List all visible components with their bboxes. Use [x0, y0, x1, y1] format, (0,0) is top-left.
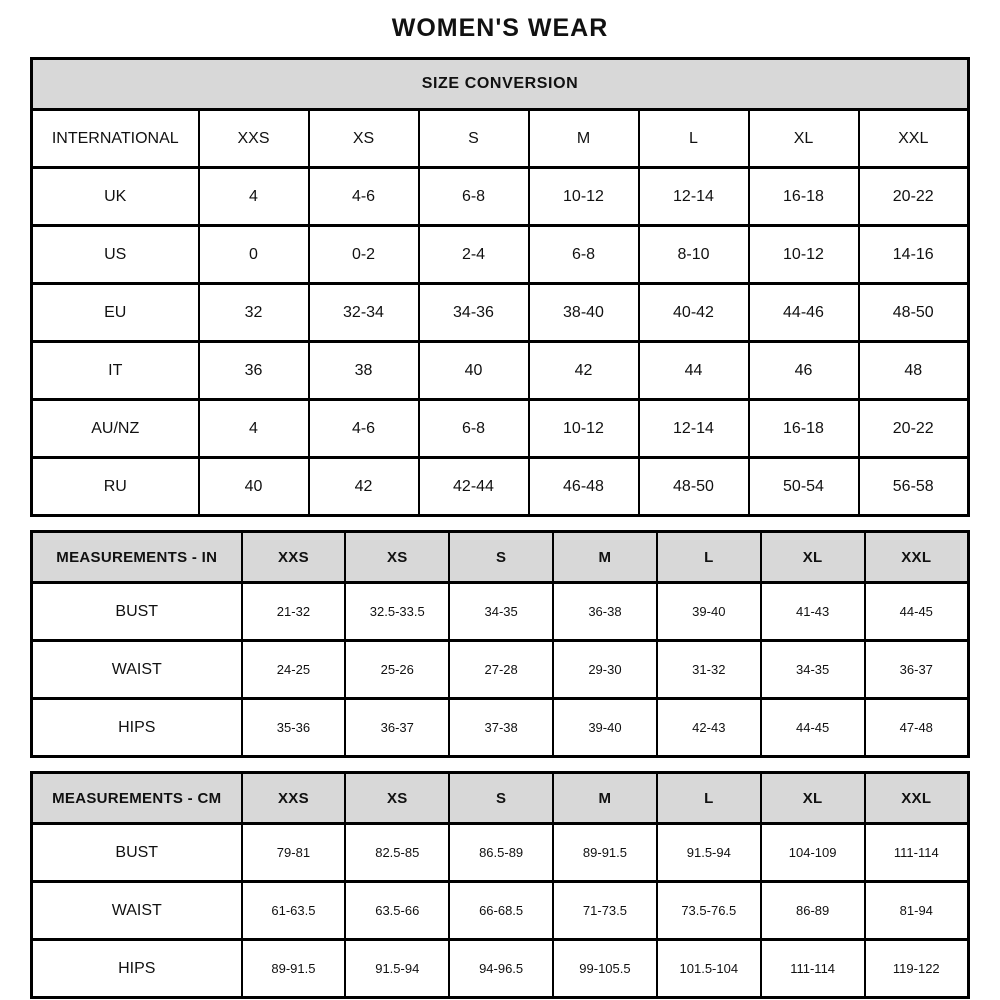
value-cell: 36-37	[345, 699, 449, 757]
header-size-cell: XXS	[199, 110, 309, 168]
header-size-cell: XXL	[865, 532, 969, 583]
value-cell: 20-22	[859, 400, 969, 458]
value-cell: 86.5-89	[449, 824, 553, 882]
value-cell: 48-50	[859, 284, 969, 342]
value-cell: 79-81	[242, 824, 346, 882]
value-cell: 42-44	[419, 458, 529, 516]
value-cell: 10-12	[529, 400, 639, 458]
value-cell: 38-40	[529, 284, 639, 342]
header-size-cell: XXS	[242, 532, 346, 583]
value-cell: 32.5-33.5	[345, 583, 449, 641]
value-cell: 0	[199, 226, 309, 284]
value-cell: 46-48	[529, 458, 639, 516]
row-label: US	[32, 226, 199, 284]
value-cell: 34-35	[761, 641, 865, 699]
value-cell: 20-22	[859, 168, 969, 226]
value-cell: 34-36	[419, 284, 529, 342]
value-cell: 111-114	[761, 940, 865, 998]
value-cell: 24-25	[242, 641, 346, 699]
table-row	[32, 824, 969, 882]
header-row	[32, 110, 969, 168]
measurements-in-table	[30, 530, 970, 758]
table-row	[32, 882, 969, 940]
value-cell: 4-6	[309, 168, 419, 226]
header-size-cell: M	[553, 773, 657, 824]
header-size-cell: S	[419, 110, 529, 168]
value-cell: 50-54	[749, 458, 859, 516]
value-cell: 31-32	[657, 641, 761, 699]
value-cell: 73.5-76.5	[657, 882, 761, 940]
row-label: WAIST	[32, 641, 242, 699]
measurements-cm-table	[30, 771, 970, 999]
value-cell: 89-91.5	[553, 824, 657, 882]
table-row	[32, 400, 969, 458]
row-label: AU/NZ	[32, 400, 199, 458]
row-label: HIPS	[32, 940, 242, 998]
header-size-cell: XL	[749, 110, 859, 168]
header-size-cell: XXL	[859, 110, 969, 168]
value-cell: 66-68.5	[449, 882, 553, 940]
value-cell: 63.5-66	[345, 882, 449, 940]
value-cell: 48-50	[639, 458, 749, 516]
value-cell: 10-12	[749, 226, 859, 284]
value-cell: 12-14	[639, 168, 749, 226]
value-cell: 46	[749, 342, 859, 400]
value-cell: 40-42	[639, 284, 749, 342]
value-cell: 34-35	[449, 583, 553, 641]
header-size-cell: L	[639, 110, 749, 168]
value-cell: 91.5-94	[345, 940, 449, 998]
value-cell: 91.5-94	[657, 824, 761, 882]
value-cell: 4	[199, 400, 309, 458]
value-cell: 25-26	[345, 641, 449, 699]
row-label: BUST	[32, 583, 242, 641]
value-cell: 16-18	[749, 400, 859, 458]
value-cell: 39-40	[553, 699, 657, 757]
value-cell: 111-114	[865, 824, 969, 882]
value-cell: 35-36	[242, 699, 346, 757]
table-row	[32, 168, 969, 226]
header-row	[32, 532, 969, 583]
value-cell: 2-4	[419, 226, 529, 284]
header-size-cell: L	[657, 532, 761, 583]
value-cell: 47-48	[865, 699, 969, 757]
value-cell: 6-8	[419, 400, 529, 458]
value-cell: 32-34	[309, 284, 419, 342]
tables-container	[30, 57, 970, 999]
header-label-cell: MEASUREMENTS - CM	[32, 773, 242, 824]
value-cell: 42	[529, 342, 639, 400]
header-label-cell: MEASUREMENTS - IN	[32, 532, 242, 583]
row-label: BUST	[32, 824, 242, 882]
value-cell: 89-91.5	[242, 940, 346, 998]
table-row	[32, 226, 969, 284]
table-banner: SIZE CONVERSION	[32, 59, 969, 110]
header-size-cell: S	[449, 773, 553, 824]
value-cell: 14-16	[859, 226, 969, 284]
header-size-cell: XXS	[242, 773, 346, 824]
row-label: HIPS	[32, 699, 242, 757]
header-size-cell: L	[657, 773, 761, 824]
value-cell: 71-73.5	[553, 882, 657, 940]
value-cell: 10-12	[529, 168, 639, 226]
value-cell: 36	[199, 342, 309, 400]
row-label: WAIST	[32, 882, 242, 940]
header-size-cell: XXL	[865, 773, 969, 824]
header-size-cell: XS	[309, 110, 419, 168]
value-cell: 8-10	[639, 226, 749, 284]
value-cell: 27-28	[449, 641, 553, 699]
header-size-cell: M	[553, 532, 657, 583]
value-cell: 44-45	[761, 699, 865, 757]
value-cell: 82.5-85	[345, 824, 449, 882]
value-cell: 44-46	[749, 284, 859, 342]
value-cell: 48	[859, 342, 969, 400]
value-cell: 4-6	[309, 400, 419, 458]
header-label-cell: INTERNATIONAL	[32, 110, 199, 168]
value-cell: 104-109	[761, 824, 865, 882]
value-cell: 40	[199, 458, 309, 516]
value-cell: 119-122	[865, 940, 969, 998]
value-cell: 44-45	[865, 583, 969, 641]
header-size-cell: XS	[345, 773, 449, 824]
row-label: UK	[32, 168, 199, 226]
header-size-cell: XL	[761, 773, 865, 824]
value-cell: 36-37	[865, 641, 969, 699]
value-cell: 56-58	[859, 458, 969, 516]
value-cell: 94-96.5	[449, 940, 553, 998]
value-cell: 16-18	[749, 168, 859, 226]
value-cell: 21-32	[242, 583, 346, 641]
header-size-cell: S	[449, 532, 553, 583]
page-title: WOMEN'S WEAR	[391, 14, 609, 42]
table-row	[32, 458, 969, 516]
value-cell: 0-2	[309, 226, 419, 284]
table-row	[32, 940, 969, 998]
table-row	[32, 342, 969, 400]
row-label: EU	[32, 284, 199, 342]
value-cell: 99-105.5	[553, 940, 657, 998]
value-cell: 61-63.5	[242, 882, 346, 940]
value-cell: 6-8	[529, 226, 639, 284]
value-cell: 40	[419, 342, 529, 400]
value-cell: 12-14	[639, 400, 749, 458]
value-cell: 6-8	[419, 168, 529, 226]
value-cell: 32	[199, 284, 309, 342]
header-row	[32, 773, 969, 824]
row-label: IT	[32, 342, 199, 400]
value-cell: 42-43	[657, 699, 761, 757]
value-cell: 101.5-104	[657, 940, 761, 998]
header-size-cell: M	[529, 110, 639, 168]
value-cell: 4	[199, 168, 309, 226]
table-row	[32, 284, 969, 342]
table-row	[32, 699, 969, 757]
value-cell: 44	[639, 342, 749, 400]
value-cell: 38	[309, 342, 419, 400]
value-cell: 36-38	[553, 583, 657, 641]
header-size-cell: XS	[345, 532, 449, 583]
value-cell: 41-43	[761, 583, 865, 641]
value-cell: 86-89	[761, 882, 865, 940]
table-row	[32, 583, 969, 641]
value-cell: 29-30	[553, 641, 657, 699]
value-cell: 81-94	[865, 882, 969, 940]
value-cell: 37-38	[449, 699, 553, 757]
row-label: RU	[32, 458, 199, 516]
header-size-cell: XL	[761, 532, 865, 583]
value-cell: 39-40	[657, 583, 761, 641]
size-conversion-table	[30, 57, 970, 517]
table-row	[32, 641, 969, 699]
banner-row	[32, 59, 969, 110]
value-cell: 42	[309, 458, 419, 516]
